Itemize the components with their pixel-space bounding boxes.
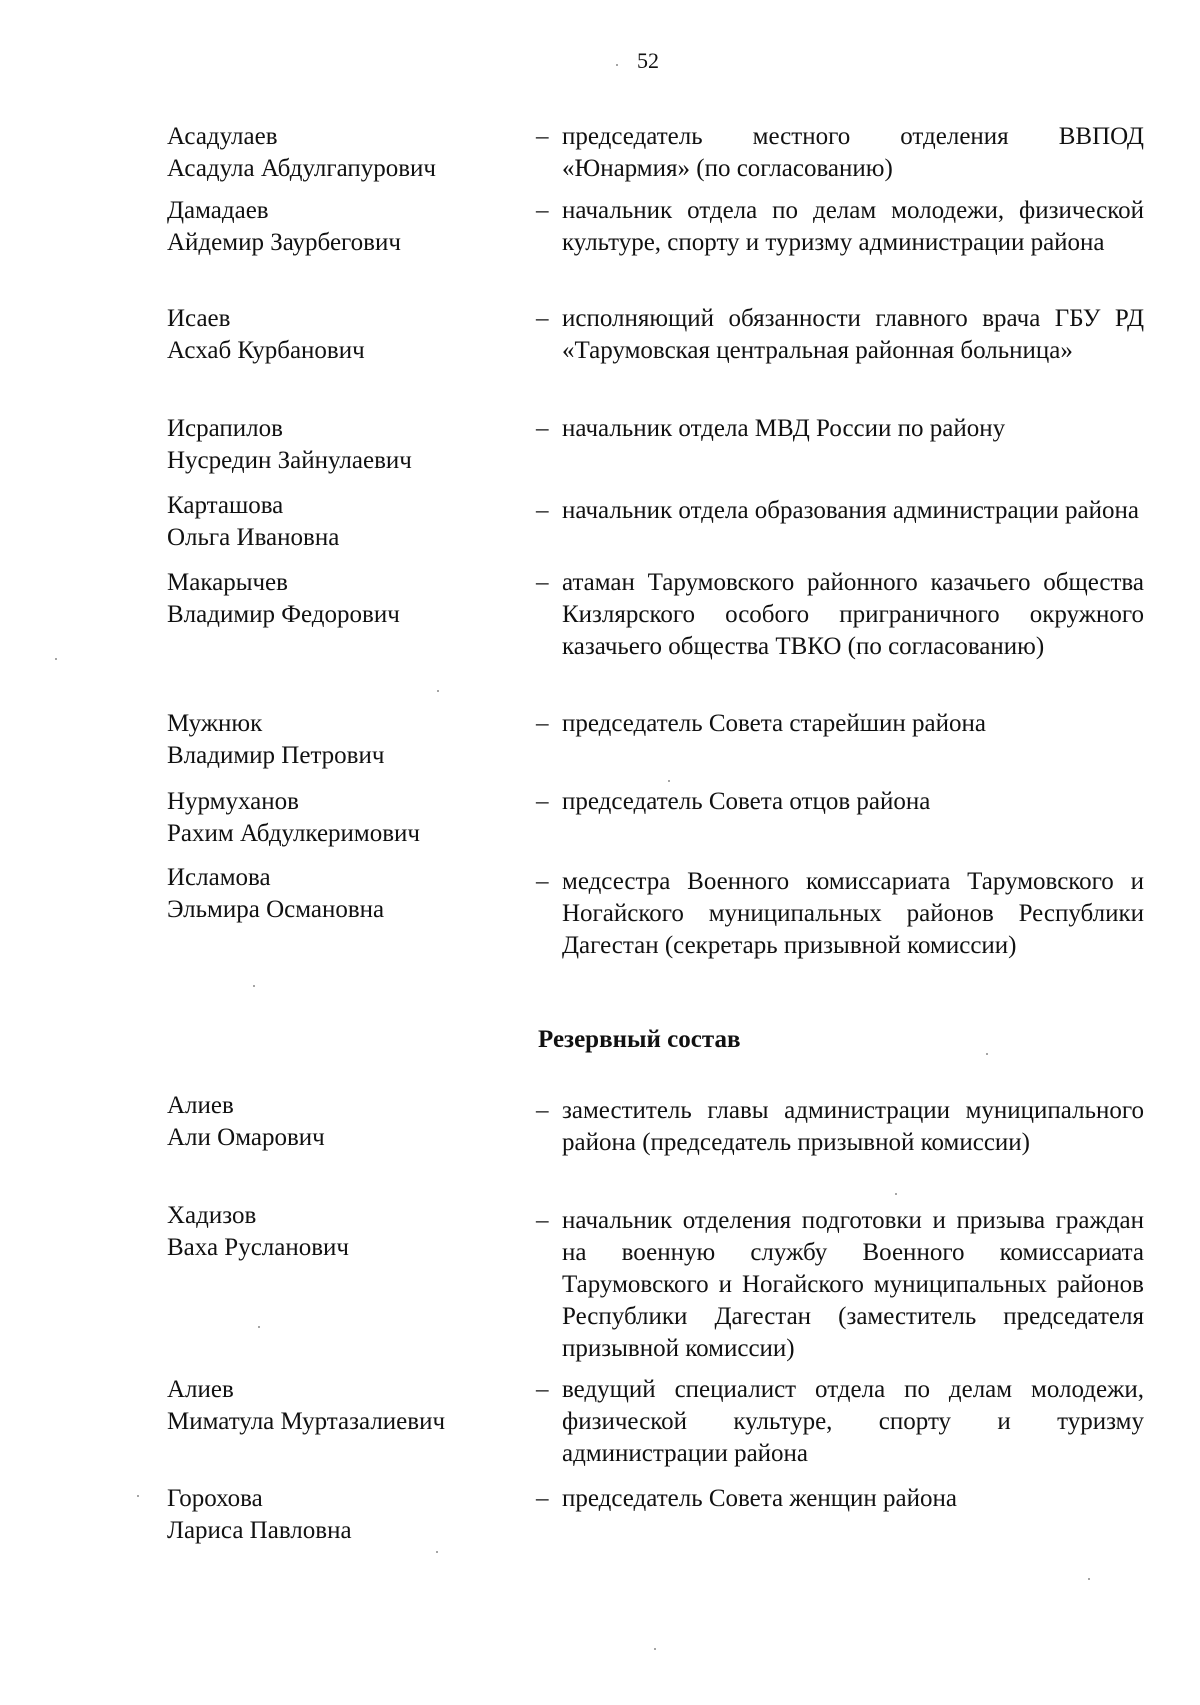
dash: –	[536, 1207, 549, 1234]
dash: –	[536, 1376, 549, 1403]
page-number: 52	[637, 48, 659, 73]
scan-speck	[55, 658, 57, 660]
member-surname: Исламова	[167, 864, 271, 891]
member-role: начальник отдела образования администрации района	[562, 497, 1139, 524]
member-given-name: Асхаб Курбанович	[167, 337, 365, 364]
member-name	[167, 413, 527, 477]
scan-speck	[437, 690, 439, 692]
member-given-name: Ольга Ивановна	[167, 524, 340, 551]
scan-speck	[258, 1326, 260, 1328]
member-given-name: Нусредин Зайнулаевич	[167, 447, 412, 474]
member-name	[167, 567, 527, 631]
member-name	[167, 1200, 527, 1264]
member-name	[167, 490, 527, 554]
scan-speck	[253, 985, 255, 987]
member-surname: Асадулаев	[167, 123, 278, 150]
member-surname: Исаев	[167, 305, 231, 332]
member-role: медсестра Военного комиссариата Тарумовского и Ногайского муниципальных районов Республики Дагестан (секретарь призывной комиссии)	[562, 868, 1144, 959]
member-name	[167, 1374, 527, 1438]
member-given-name: Миматула Муртазалиевич	[167, 1408, 446, 1435]
member-given-name: Айдемир Заурбегович	[167, 229, 401, 256]
reserve-section-heading: Резервный состав	[538, 1026, 741, 1053]
scan-speck	[895, 1193, 897, 1195]
dash: –	[536, 197, 549, 224]
member-surname: Нурмуханов	[167, 788, 299, 815]
member-role: председатель Совета женщин района	[562, 1485, 957, 1512]
member-role: заместитель главы администрации муниципального района (председатель призывной комиссии)	[562, 1097, 1144, 1156]
dash: –	[536, 868, 549, 895]
member-name	[167, 786, 527, 850]
dash: –	[536, 305, 549, 332]
member-surname: Алиев	[167, 1092, 234, 1119]
member-role: начальник отделения подготовки и призыва граждан на военную службу Военного комиссариата Тарумовского и Ногайского муниципальных районов Республики Дагестан (заместитель председателя призывной комиссии)	[562, 1207, 1144, 1362]
scan-speck	[654, 1648, 656, 1650]
dash: –	[536, 123, 549, 150]
scan-speck	[668, 780, 670, 782]
scan-speck	[986, 1053, 988, 1055]
member-given-name: Лариса Павловна	[167, 1517, 352, 1544]
member-given-name: Эльмира Османовна	[167, 896, 385, 923]
member-role: исполняющий обязанности главного врача ГБУ РД «Тарумовская центральная районная больница»	[562, 305, 1144, 364]
member-name	[167, 708, 527, 772]
member-role: председатель местного отделения ВВПОД «Юнармия» (по согласованию)	[562, 123, 1144, 182]
dash: –	[536, 710, 549, 737]
scan-speck	[616, 64, 618, 66]
scan-speck	[436, 1551, 438, 1553]
member-name	[167, 1090, 527, 1154]
member-surname: Хадизов	[167, 1202, 257, 1229]
member-given-name: Владимир Федорович	[167, 601, 400, 628]
member-given-name: Асадула Абдулгапурович	[167, 155, 437, 182]
member-given-name: Владимир Петрович	[167, 742, 385, 769]
dash: –	[536, 497, 549, 524]
member-role: атаман Тарумовского районного казачьего общества Кизлярского особого приграничного окружного казачьего общества ТВКО (по согласованию)	[562, 569, 1144, 660]
member-given-name: Рахим Абдулкеримович	[167, 820, 421, 847]
member-surname: Алиев	[167, 1376, 234, 1403]
member-name	[167, 195, 527, 259]
member-surname: Мужнюк	[167, 710, 263, 737]
member-name	[167, 862, 527, 926]
member-role: начальник отдела МВД России по району	[562, 415, 1006, 442]
dash: –	[536, 1485, 549, 1512]
member-role: председатель Совета старейшин района	[562, 710, 986, 737]
member-name	[167, 121, 527, 185]
dash: –	[536, 569, 549, 596]
member-surname: Макарычев	[167, 569, 288, 596]
scan-speck	[137, 1495, 139, 1497]
member-role: начальник отдела по делам молодежи, физической культуре, спорту и туризму администрации района	[562, 197, 1144, 256]
member-surname: Горохова	[167, 1485, 263, 1512]
member-role: председатель Совета отцов района	[562, 788, 931, 815]
member-role: ведущий специалист отдела по делам молодежи, физической культуре, спорту и туризму администрации района	[562, 1376, 1144, 1467]
scan-speck	[1088, 1578, 1090, 1580]
member-surname: Карташова	[167, 492, 284, 519]
member-surname: Исрапилов	[167, 415, 283, 442]
dash: –	[536, 415, 549, 442]
member-given-name: Ваха Русланович	[167, 1234, 349, 1261]
member-given-name: Али Омарович	[167, 1124, 325, 1151]
member-surname: Дамадаев	[167, 197, 269, 224]
member-name	[167, 303, 527, 367]
dash: –	[536, 788, 549, 815]
member-name	[167, 1483, 527, 1547]
dash: –	[536, 1097, 549, 1124]
